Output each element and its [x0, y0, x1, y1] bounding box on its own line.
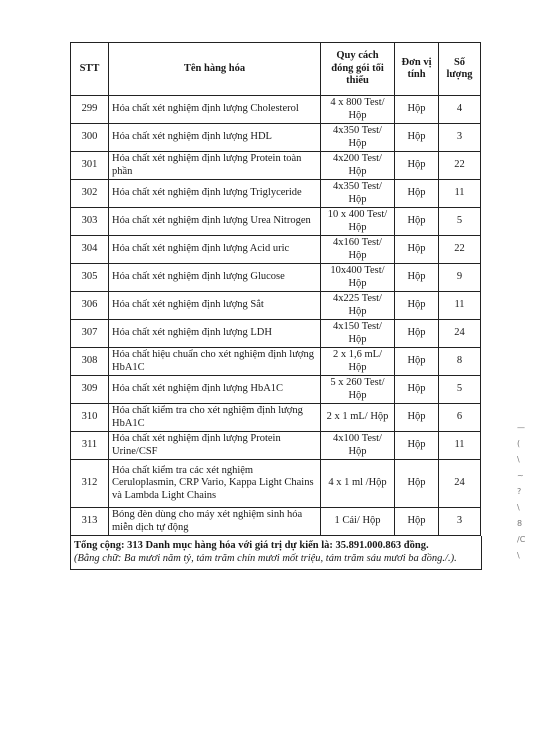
- margin-marks: [517, 420, 531, 564]
- cell-stt: 308: [71, 348, 109, 376]
- cell-name: Hóa chất xét nghiệm định lượng Urea Nitrogen: [109, 208, 321, 236]
- table-row: [71, 432, 481, 460]
- cell-stt: 304: [71, 236, 109, 264]
- cell-stt: 309: [71, 376, 109, 404]
- cell-stt: 311: [71, 432, 109, 460]
- cell-qty: 3: [439, 124, 481, 152]
- cell-spec: 10x400 Test/ Hộp: [321, 264, 395, 292]
- cell-qty: 24: [439, 320, 481, 348]
- cell-stt: 303: [71, 208, 109, 236]
- cell-spec: 2 x 1 mL/ Hộp: [321, 404, 395, 432]
- margin-mark: \: [517, 455, 520, 464]
- margin-mark: (: [517, 439, 521, 448]
- cell-unit: Hộp: [395, 508, 439, 536]
- cell-qty: 8: [439, 348, 481, 376]
- table-row: [71, 376, 481, 404]
- cell-unit: Hộp: [395, 208, 439, 236]
- cell-spec: 4x225 Test/ Hộp: [321, 292, 395, 320]
- cell-spec: 5 x 260 Test/ Hộp: [321, 376, 395, 404]
- cell-name: Hóa chất hiệu chuẩn cho xét nghiệm định lượng HbA1C: [109, 348, 321, 376]
- cell-unit: Hộp: [395, 320, 439, 348]
- cell-stt: 312: [71, 460, 109, 508]
- cell-name: Hóa chất xét nghiệm định lượng Acid uric: [109, 236, 321, 264]
- cell-stt: 301: [71, 152, 109, 180]
- cell-stt: 299: [71, 96, 109, 124]
- document-page: [70, 42, 480, 570]
- margin-mark: —: [517, 423, 525, 432]
- cell-unit: Hộp: [395, 264, 439, 292]
- margin-mark: \: [517, 503, 520, 512]
- table-row: [71, 96, 481, 124]
- margin-mark: 8: [517, 519, 523, 528]
- header-name: Tên hàng hóa: [109, 43, 321, 96]
- cell-name: Hóa chất kiểm tra cho xét nghiệm định lượng HbA1C: [109, 404, 321, 432]
- cell-name: Bóng đèn dùng cho máy xét nghiệm sinh hóa miễn dịch tự động: [109, 508, 321, 536]
- cell-spec: 1 Cái/ Hộp: [321, 508, 395, 536]
- table-row: [71, 292, 481, 320]
- cell-stt: 305: [71, 264, 109, 292]
- margin-mark: \: [517, 551, 520, 560]
- table-body: [71, 96, 481, 536]
- goods-table: [70, 42, 481, 536]
- cell-stt: 310: [71, 404, 109, 432]
- table-row: [71, 152, 481, 180]
- cell-spec: 4 x 800 Test/ Hộp: [321, 96, 395, 124]
- table-header-row: [71, 43, 481, 96]
- cell-spec: 2 x 1,6 mL/ Hộp: [321, 348, 395, 376]
- cell-unit: Hộp: [395, 404, 439, 432]
- header-unit: Đơn vị tính: [395, 43, 439, 96]
- cell-unit: Hộp: [395, 124, 439, 152]
- cell-spec: 4x350 Test/ Hộp: [321, 180, 395, 208]
- cell-qty: 9: [439, 264, 481, 292]
- cell-qty: 3: [439, 508, 481, 536]
- header-stt: STT: [71, 43, 109, 96]
- margin-mark: ?: [517, 487, 522, 496]
- cell-spec: 4x150 Test/ Hộp: [321, 320, 395, 348]
- cell-spec: 4 x 1 ml /Hộp: [321, 460, 395, 508]
- cell-unit: Hộp: [395, 236, 439, 264]
- cell-name: Hóa chất xét nghiệm định lượng Glucose: [109, 264, 321, 292]
- cell-name: Hóa chất xét nghiệm định lượng HbA1C: [109, 376, 321, 404]
- header-qty: Số lượng: [439, 43, 481, 96]
- cell-stt: 313: [71, 508, 109, 536]
- cell-unit: Hộp: [395, 180, 439, 208]
- cell-stt: 307: [71, 320, 109, 348]
- cell-unit: Hộp: [395, 376, 439, 404]
- table-row: [71, 124, 481, 152]
- cell-unit: Hộp: [395, 460, 439, 508]
- cell-qty: 5: [439, 376, 481, 404]
- cell-qty: 6: [439, 404, 481, 432]
- cell-qty: 24: [439, 460, 481, 508]
- cell-name: Hóa chất kiểm tra các xét nghiệm Ceruloplasmin, CRP Vario, Kappa Light Chains và Lambda Light Chains: [109, 460, 321, 508]
- cell-unit: Hộp: [395, 432, 439, 460]
- cell-unit: Hộp: [395, 348, 439, 376]
- header-spec: Quy cách đóng gói tối thiểu: [321, 43, 395, 96]
- cell-qty: 11: [439, 292, 481, 320]
- table-row: [71, 320, 481, 348]
- table-footer: [70, 536, 482, 570]
- table-row: [71, 460, 481, 508]
- table-row: [71, 348, 481, 376]
- cell-spec: 4x160 Test/ Hộp: [321, 236, 395, 264]
- cell-name: Hóa chất xét nghiệm định lượng Cholesterol: [109, 96, 321, 124]
- table-row: [71, 236, 481, 264]
- cell-spec: 4x200 Test/ Hộp: [321, 152, 395, 180]
- cell-qty: 22: [439, 236, 481, 264]
- total-summary: Tổng cộng: 313 Danh mục hàng hóa với giá trị dự kiến là: 35.891.000.863 đồng.: [74, 540, 429, 551]
- cell-qty: 22: [439, 152, 481, 180]
- cell-name: Hóa chất xét nghiệm định lượng Sắt: [109, 292, 321, 320]
- table-row: [71, 208, 481, 236]
- cell-stt: 300: [71, 124, 109, 152]
- cell-qty: 5: [439, 208, 481, 236]
- margin-mark: /C: [517, 535, 526, 544]
- cell-stt: 306: [71, 292, 109, 320]
- cell-qty: 11: [439, 180, 481, 208]
- cell-unit: Hộp: [395, 152, 439, 180]
- cell-name: Hóa chất xét nghiệm định lượng LDH: [109, 320, 321, 348]
- cell-name: Hóa chất xét nghiệm định lượng Protein toàn phần: [109, 152, 321, 180]
- cell-unit: Hộp: [395, 96, 439, 124]
- cell-qty: 11: [439, 432, 481, 460]
- table-row: [71, 508, 481, 536]
- table-row: [71, 264, 481, 292]
- cell-name: Hóa chất xét nghiệm định lượng Protein Urine/CSF: [109, 432, 321, 460]
- cell-spec: 10 x 400 Test/ Hộp: [321, 208, 395, 236]
- cell-name: Hóa chất xét nghiệm định lượng HDL: [109, 124, 321, 152]
- cell-spec: 4x350 Test/ Hộp: [321, 124, 395, 152]
- cell-unit: Hộp: [395, 292, 439, 320]
- cell-stt: 302: [71, 180, 109, 208]
- cell-spec: 4x100 Test/ Hộp: [321, 432, 395, 460]
- cell-name: Hóa chất xét nghiệm định lượng Triglyceride: [109, 180, 321, 208]
- total-in-words: (Bằng chữ: Ba mươi năm tỷ, tám trăm chín mươi mốt triệu, tám trăm sáu mươi ba đồng./.).: [74, 553, 457, 564]
- table-row: [71, 180, 481, 208]
- table-row: [71, 404, 481, 432]
- margin-mark: ~: [517, 471, 524, 480]
- cell-qty: 4: [439, 96, 481, 124]
